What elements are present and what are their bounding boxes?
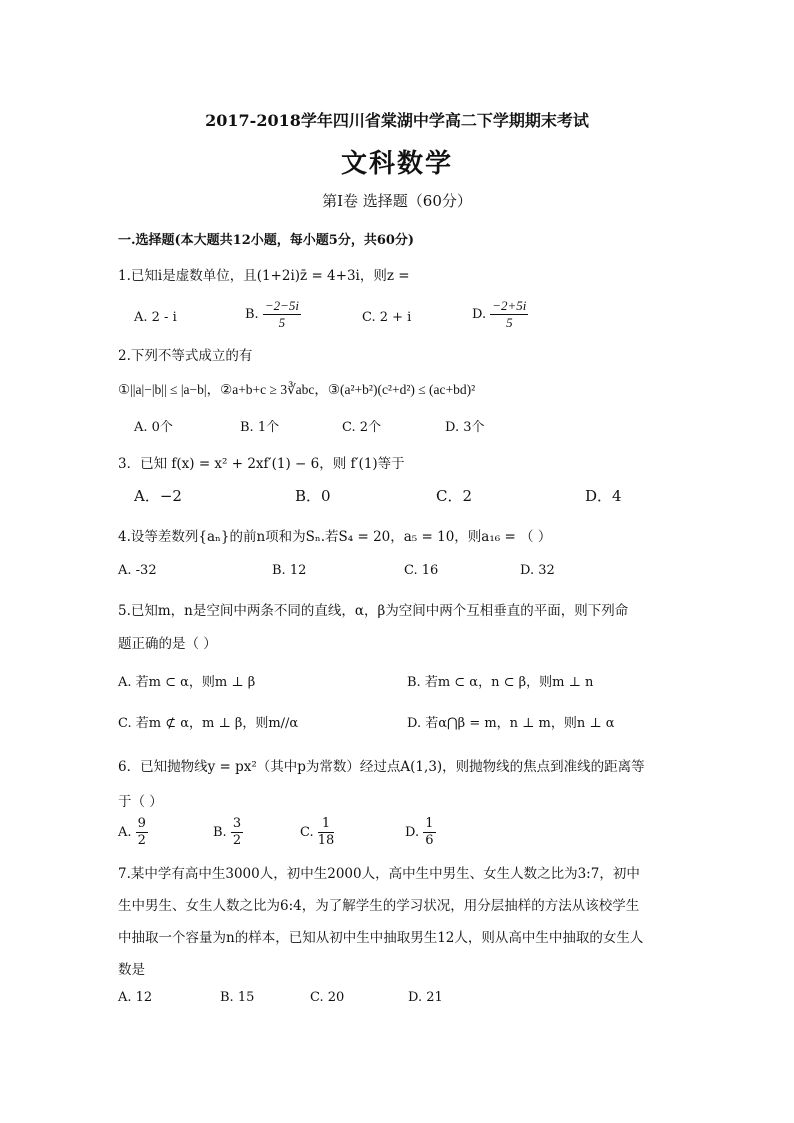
question-6-option-c: [300, 816, 334, 849]
question-1-option-b: [245, 298, 301, 331]
question-2-option-a: A. 0个: [134, 420, 173, 435]
question-1-option-c: C. 2 + i: [362, 310, 412, 325]
question-5-option-b: B. 若m ⊂ α，n ⊂ β，则m ⊥ n: [407, 675, 594, 690]
fraction-denominator: 18: [317, 833, 335, 848]
question-3-option-c: C．2: [436, 487, 473, 505]
option-d-label: D.: [472, 307, 487, 322]
fraction-numerator: 3: [232, 816, 242, 831]
question-7-option-a: A. 12: [118, 990, 153, 1005]
option-a-label: A.: [118, 825, 132, 840]
fraction-numerator: 1: [318, 816, 335, 833]
option-d-label: D.: [405, 825, 420, 840]
question-2-option-c: C. 2个: [342, 420, 382, 435]
question-6-stem-line-1: 6．已知抛物线y = px²（其中p为常数）经过点A(1,3)，则抛物线的焦点到准线的距离等: [118, 759, 645, 775]
question-1-stem: 1.已知i是虚数单位，且(1+2i)z̄ = 4+3i，则z =: [118, 268, 410, 284]
option-d-fraction: [490, 298, 528, 331]
part-title: 第Ⅰ卷 选择题（60分）: [322, 192, 472, 210]
question-4-option-b: B. 12: [272, 563, 307, 578]
fraction-denominator: 5: [278, 315, 286, 330]
question-7-line-2: 生中男生、女生人数之比为6:4，为了解学生的学习状况，用分层抽样的方法从该校学生: [118, 898, 640, 914]
question-5-stem-line-1: 5.已知m，n是空间中两条不同的直线，α，β为空间中两个互相垂直的平面，则下列命: [118, 603, 629, 619]
fraction-numerator: 9: [137, 816, 146, 831]
fraction-denominator: 6: [425, 833, 434, 848]
fraction-denominator: 2: [232, 833, 242, 848]
option-c-label: C.: [300, 825, 314, 840]
question-6-option-d: [405, 816, 436, 849]
fraction-denominator: 2: [137, 833, 146, 848]
question-3-option-a: A．−2: [134, 487, 182, 505]
question-5-option-a: A. 若m ⊂ α，则m ⊥ β: [118, 675, 256, 690]
question-6-option-b: [213, 816, 243, 849]
exam-title: 2017-2018学年四川省棠湖中学高二下学期期末考试: [205, 111, 589, 130]
fraction-numerator: −2−5i: [264, 298, 299, 313]
option-b-fraction: [263, 298, 301, 331]
fraction-numerator: 1: [425, 816, 434, 831]
option-a-fraction: [136, 816, 148, 849]
question-6-stem-line-2: 于（ ）: [118, 794, 163, 810]
question-4-option-d: D. 32: [520, 563, 555, 578]
fraction-denominator: 5: [506, 315, 513, 330]
question-5-option-c: C. 若m ⊄ α，m ⊥ β，则m//α: [118, 716, 299, 731]
option-b-label: B.: [213, 825, 227, 840]
question-5-option-d: D. 若α⋂β = m，n ⊥ m，则n ⊥ α: [407, 716, 615, 731]
question-1-option-a: A. 2 - i: [134, 310, 177, 325]
question-4-stem: 4.设等差数列{aₙ}的前n项和为Sₙ.若S₄ = 20，a₅ = 10，则a₁₆ = （ ）: [118, 529, 552, 545]
question-5-stem-line-2: 题正确的是（ ）: [118, 636, 217, 652]
question-7-option-d: D. 21: [408, 990, 443, 1005]
question-2-statements: ①||a|−|b|| ≤ |a−b|，②a+b+c ≥ 3∛abc，③(a²+b²)(c²+d²) ≤ (ac+bd)²: [118, 382, 476, 397]
question-6-option-a: [118, 816, 148, 849]
question-3-option-d: D．4: [585, 487, 622, 505]
option-b-label: B.: [245, 307, 259, 322]
option-d-fraction: [423, 816, 435, 849]
question-1-option-d: [472, 298, 528, 331]
question-7-option-b: B. 15: [220, 990, 255, 1005]
question-7-line-3: 中抽取一个容量为n的样本，已知从初中生中抽取男生12人，则从高中生中抽取的女生人: [118, 930, 644, 946]
question-3-option-b: B．0: [295, 487, 331, 505]
option-c-fraction: [318, 816, 335, 849]
question-7-line-1: 7.某中学有高中生3000人，初中生2000人，高中生中男生、女生人数之比为3:7，初中: [118, 866, 640, 882]
question-2-option-b: B. 1个: [240, 420, 280, 435]
question-7-line-4: 数是: [118, 962, 145, 978]
question-7-option-c: C. 20: [310, 990, 345, 1005]
section-heading: 一.选择题(本大题共12小题，每小题5分，共60分): [118, 233, 415, 248]
option-b-fraction: [231, 816, 243, 849]
question-3-stem: 3．已知 f(x) = x² + 2xf′(1) − 6，则 f′(1)等于: [118, 456, 405, 472]
question-2-stem: 2.下列不等式成立的有: [118, 348, 253, 364]
question-4-option-c: C. 16: [404, 563, 439, 578]
fraction-numerator: −2+5i: [492, 298, 527, 313]
question-2-option-d: D. 3个: [445, 420, 485, 435]
question-4-option-a: A. -32: [118, 563, 157, 578]
subject-title: 文科数学: [340, 149, 453, 179]
